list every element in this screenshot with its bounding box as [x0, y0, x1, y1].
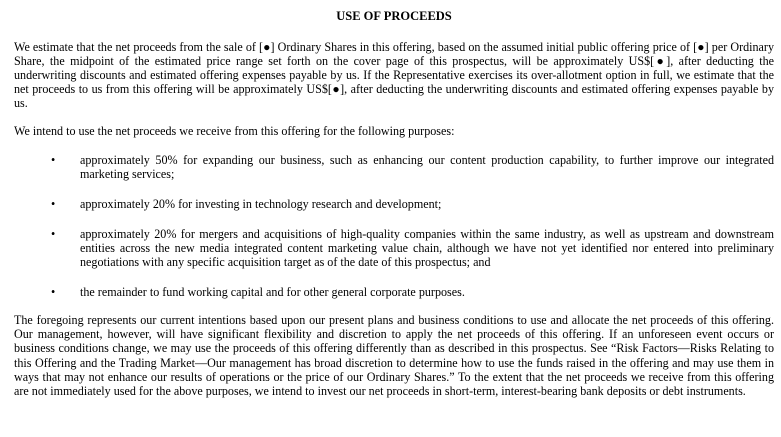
section-title: USE OF PROCEEDS — [336, 9, 452, 23]
list-item-technology-rnd — [14, 197, 774, 211]
use-of-proceeds-list — [14, 153, 774, 300]
list-item-text: the remainder to fund working capital and for other general corporate purposes. — [80, 285, 465, 300]
management-discretion-paragraph: The foregoing represents our current intentions based upon our present plans and business conditions to use and allocate the net proceeds of this offering. Our management, however, will have significant flexibility and discretion to apply the net proceeds of this offering. If an unforeseen event occurs or business conditions change, we may use the proceeds of this offering differently than as described in this prospectus. See “Risk Factors—Risks Relating to this Offering and the Trading Market—Our management has broad discretion to determine how to use the funds raised in the offering and may use them in ways that may not enhance our results of operations or the price of our Ordinary Shares.” To the extent that the net proceeds we receive from this offering are not immediately used for the above purposes, we intend to invest our net proceeds in short-term, interest-bearing bank deposits or debt instruments. — [14, 313, 774, 398]
list-item-working-capital — [14, 285, 774, 299]
bullet-icon: • — [51, 226, 56, 241]
bullet-icon: • — [51, 285, 56, 300]
net-proceeds-estimate-paragraph: We estimate that the net proceeds from the sale of [●] Ordinary Shares in this offering, based on the assumed initial public offering price of [●] per Ordinary Share, the midpoint of the estimated price range set forth on the cover page of this prospectus, will be approximately US$[●], after deducting the underwriting discounts and estimated offering expenses payable by us. If the Representative exercises its over-allotment option in full, we estimate that the net proceeds to us from this offering will be approximately US$[●], after deducting the underwriting discounts and estimated offering expenses payable by us. — [14, 40, 774, 111]
intended-use-intro-paragraph: We intend to use the net proceeds we receive from this offering for the following purposes: — [14, 124, 455, 139]
bullet-icon: • — [51, 196, 56, 211]
list-item-text: approximately 20% for investing in technology research and development; — [80, 196, 442, 211]
list-item-text: approximately 50% for expanding our business, such as enhancing our content production capability, to further improve our integrated marketing services; — [80, 152, 774, 181]
list-item-text: approximately 20% for mergers and acquisitions of high-quality companies within the same industry, as well as upstream and downstream entities across the new media integrated content marketing value chain, although we have not yet identified nor entered into preliminary negotiations with any specific acquisition target as of the date of this prospectus; and — [80, 226, 774, 270]
bullet-icon: • — [51, 152, 56, 167]
list-item-mergers-acquisitions — [14, 227, 774, 269]
list-item-business-expansion — [14, 153, 774, 181]
